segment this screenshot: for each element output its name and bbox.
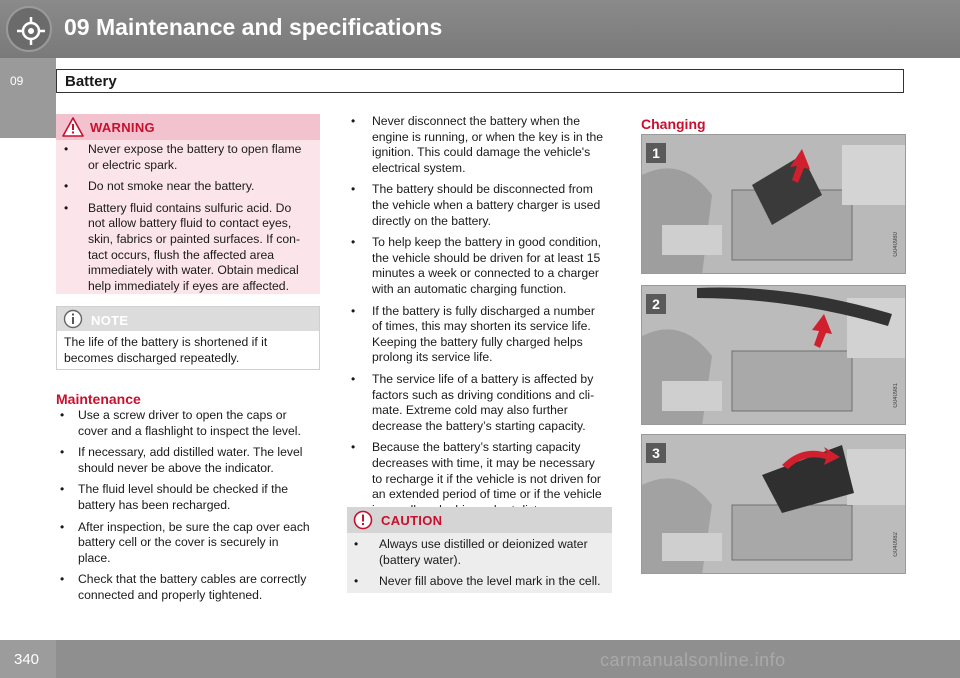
footer-band	[0, 640, 960, 678]
bullet-text-line: the vehicle when a battery charger is used	[372, 198, 601, 212]
photo-code-2: G040981	[893, 383, 899, 408]
bullet-text-line: should never be above the indicator.	[78, 460, 274, 475]
bullet-text-line: decreases with time, it may be necessary	[372, 456, 595, 470]
warning-triangle-icon	[62, 117, 84, 137]
bullet-text-line: Never fill above the level mark in the cell.	[379, 574, 601, 589]
bullet-text-line: Because the battery’s starting capacity	[372, 440, 581, 455]
bullet-dot: •	[64, 179, 69, 194]
note-header	[57, 307, 319, 331]
bullet-text-line: an extended period of time or if the vehicle	[372, 487, 602, 502]
chapter-tab-number: 09	[10, 74, 24, 88]
caution-label: CAUTION	[381, 513, 443, 528]
bullet-text-line: directly on the battery.	[372, 213, 491, 228]
bullet-dot: •	[354, 574, 359, 589]
bullet-dot: •	[354, 537, 359, 551]
bullet-text-line: immediately with water. Obtain medical	[88, 263, 299, 278]
bullet-dot: •	[64, 200, 69, 215]
bullet-text-line: or electric spark.	[88, 157, 178, 172]
maintenance-heading: Maintenance	[56, 391, 141, 407]
bullet-text-line: After inspection, be sure the cap over each	[78, 519, 310, 534]
bullet-text-line: The service life of a battery is affected by	[372, 372, 594, 386]
bullet-text-line: Keeping the battery fully charged helps	[372, 334, 583, 349]
battery-photo-2-image	[642, 286, 906, 425]
bullet-text-line: the vehicle should be driven for at least 15	[372, 250, 601, 265]
bullet-text-line: battery has been recharged.	[78, 498, 231, 512]
bullet-text-line: skin, fabrics or painted surfaces. If con-	[88, 232, 301, 246]
bullet-dot: •	[351, 440, 356, 455]
bullet-text-line: mate. Extreme cold may also further	[372, 403, 568, 418]
chapter-side-tab	[0, 58, 56, 138]
bullet-text-line: decrease the battery’s starting capacity.	[372, 418, 586, 433]
battery-photo-2	[641, 285, 906, 425]
bullet-text-line: electrical system.	[372, 160, 466, 175]
section-title: Battery	[65, 73, 117, 90]
bullet-text-line: Battery fluid contains sulfuric acid. Do	[88, 200, 292, 215]
warning-header	[56, 114, 320, 140]
bullet-text-line: Never disconnect the battery when the	[372, 114, 580, 128]
bullet-text-line: If the battery is fully discharged a number	[372, 303, 595, 318]
bullet-dot: •	[351, 114, 356, 128]
bullet-text-line: cover and a flashlight to inspect the level.	[78, 423, 301, 438]
bullet-text-line: (battery water).	[379, 552, 461, 567]
bullet-dot: •	[60, 482, 65, 497]
exclamation-circle-icon	[353, 510, 373, 530]
bullet-text-line: engine is running, or when the key is in the	[372, 129, 604, 144]
photo-code-3: G040982	[893, 532, 899, 557]
bullet-text-line: help immediately if eyes are affected.	[88, 278, 289, 293]
bullet-text-line: Never expose the battery to open flame	[88, 142, 302, 156]
bullet-text-line: The fluid level should be checked if the	[78, 482, 289, 497]
battery-photo-3	[641, 434, 906, 574]
photo-number-3: 3	[646, 443, 666, 463]
battery-photo-1-image	[642, 135, 906, 274]
bullet-text-line: place.	[78, 550, 111, 565]
bullet-text-line: To help keep the battery in good condition,	[372, 235, 602, 250]
bullet-dot: •	[64, 142, 69, 156]
photo-code-1: G040980	[893, 232, 899, 257]
bullet-text-line: prolong its service life.	[372, 350, 493, 365]
bullet-text-line: to recharge it if the vehicle is not driven for	[372, 471, 601, 486]
bullet-text-line: Use a screw driver to open the caps or	[78, 408, 287, 422]
bullet-text-line: with an automatic charging function.	[372, 282, 567, 296]
bullet-text-line: Always use distilled or deionized water	[379, 537, 588, 551]
bullet-dot: •	[60, 572, 65, 587]
bullet-text-line: minutes a week or connected to a charger	[372, 266, 599, 281]
bullet-text-line: battery cell or the cover is securely in	[78, 535, 279, 550]
changing-heading: Changing	[641, 116, 706, 132]
bullet-dot: •	[60, 519, 65, 534]
watermark-text: carmanualsonline.info	[600, 650, 786, 670]
battery-photo-1	[641, 134, 906, 274]
note-label: NOTE	[91, 313, 129, 328]
info-circle-icon	[63, 309, 83, 329]
bullet-text-line: factors such as driving conditions and cli-	[372, 387, 595, 402]
chapter-title: 09 Maintenance and specifications	[64, 14, 443, 40]
photo-number-1: 1	[646, 143, 666, 163]
bullet-text-line: of times, this may shorten its service life.	[372, 319, 591, 334]
bullet-text-line: If necessary, add distilled water. The level	[78, 445, 303, 460]
bullet-dot: •	[351, 372, 356, 386]
bullet-dot: •	[60, 445, 65, 460]
bullet-text-line: tact occurs, flush the affected area	[88, 247, 275, 262]
bullet-text-line: connected and properly tightened.	[78, 588, 263, 602]
bullet-text-line: The battery should be disconnected from	[372, 182, 593, 197]
page-number: 340	[14, 651, 40, 668]
battery-photo-3-image	[642, 435, 906, 574]
bullet-text-line: Check that the battery cables are correctly	[78, 572, 307, 587]
bullet-dot: •	[351, 235, 356, 250]
photo-number-2: 2	[646, 294, 666, 314]
paragraph-line: The life of the battery is shortened if it	[64, 335, 268, 349]
wrench-gear-icon-svg	[15, 15, 47, 47]
bullet-text-line: ignition. This could damage the vehicle's	[372, 145, 591, 160]
bullet-dot: •	[351, 182, 356, 197]
bullet-text-line: Do not smoke near the battery.	[88, 179, 255, 194]
warning-label: WARNING	[90, 120, 155, 135]
wrench-gear-icon	[6, 6, 52, 52]
bullet-dot: •	[351, 303, 356, 318]
section-bar	[56, 69, 904, 93]
bullet-text-line: not allow battery fluid to contact eyes,	[88, 216, 292, 231]
paragraph-line: becomes discharged repeatedly.	[64, 350, 240, 365]
bullet-dot: •	[60, 408, 65, 422]
caution-header	[347, 507, 612, 533]
